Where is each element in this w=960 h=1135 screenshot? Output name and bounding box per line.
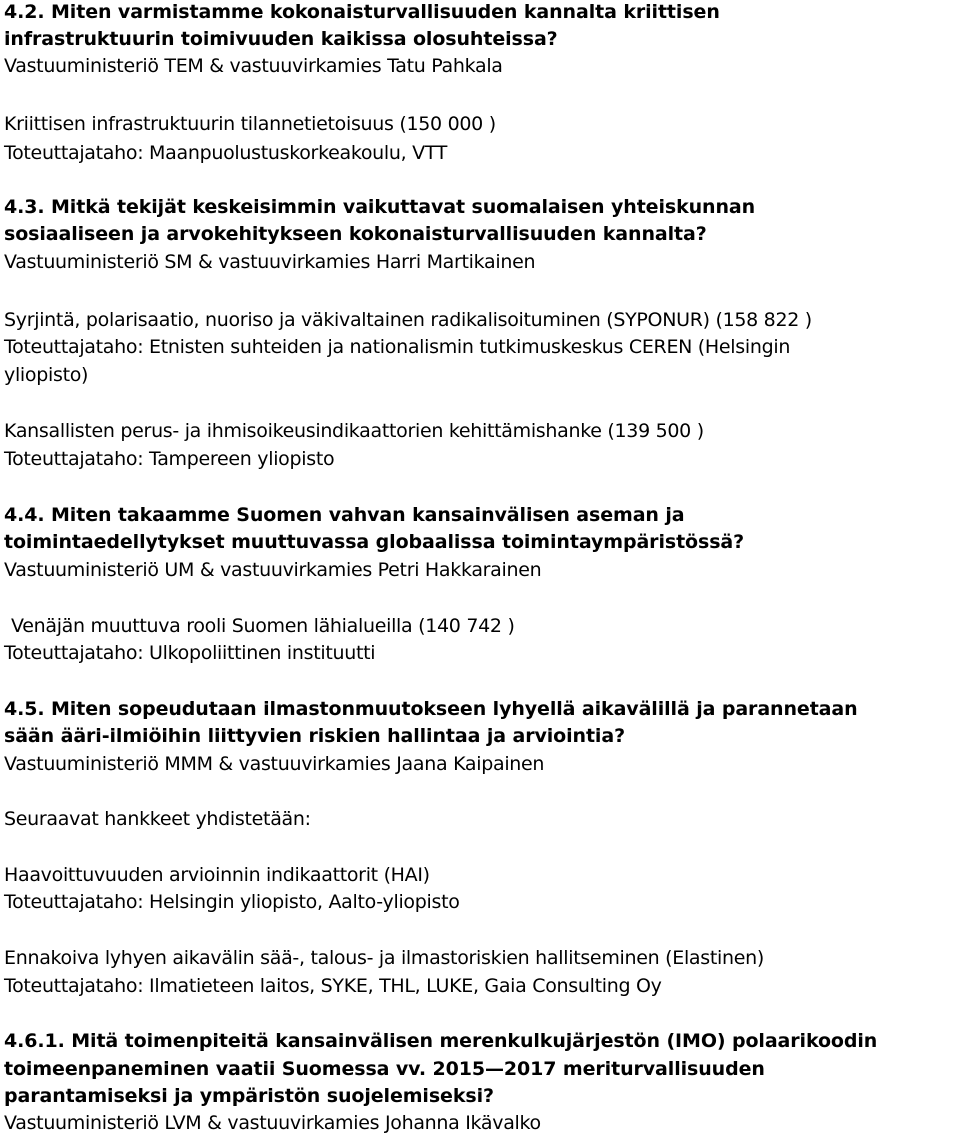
section-4-3-project-1-executor-cont: yliopisto) [4, 364, 89, 386]
section-4-5-note: Seuraavat hankkeet yhdistetään: [4, 808, 311, 830]
section-4-6-1-heading-line-3: parantamiseksi ja ympäristön suojelemiseksi? [4, 1085, 494, 1107]
section-4-3-ministry: Vastuuministeriö SM & vastuuvirkamies Harri Martikainen [4, 251, 536, 273]
section-4-3-heading-line-1: 4.3. Mitkä tekijät keskeisimmin vaikuttavat suomalaisen yhteiskunnan [4, 196, 756, 218]
section-4-5-project-2-title: Ennakoiva lyhyen aikavälin sää-, talous- ja ilmastoriskien hallitseminen (Elastinen) [4, 947, 764, 969]
section-4-4-project-1-executor: Toteuttajataho: Ulkopoliittinen instituutti [4, 642, 376, 664]
section-4-2-ministry: Vastuuministeriö TEM & vastuuvirkamies Tatu Pahkala [4, 55, 503, 77]
section-4-6-1-ministry: Vastuuministeriö LVM & vastuuvirkamies Johanna Ikävalko [4, 1112, 541, 1134]
section-4-2-project-1-title: Kriittisen infrastruktuurin tilannetietoisuus (150 000 ) [4, 113, 496, 135]
section-4-3-project-2-executor: Toteuttajataho: Tampereen yliopisto [4, 448, 335, 470]
section-4-3-project-1-executor: Toteuttajataho: Etnisten suhteiden ja nationalismin tutkimuskeskus CEREN (Helsingin [4, 336, 791, 358]
section-4-2-heading-line-2: infrastruktuurin toimivuuden kaikissa olosuhteissa? [4, 28, 558, 50]
section-4-2-heading-line-1: 4.2. Miten varmistamme kokonaisturvallisuuden kannalta kriittisen [4, 1, 720, 23]
section-4-5-ministry: Vastuuministeriö MMM & vastuuvirkamies Jaana Kaipainen [4, 753, 545, 775]
section-4-6-1-heading-line-2: toimeenpaneminen vaatii Suomessa vv. 2015—2017 meriturvallisuuden [4, 1058, 765, 1080]
section-4-5-project-1-executor: Toteuttajataho: Helsingin yliopisto, Aalto-yliopisto [4, 891, 460, 913]
section-4-4-heading-line-1: 4.4. Miten takaamme Suomen vahvan kansainvälisen aseman ja [4, 504, 685, 526]
section-4-3-project-1-title: Syrjintä, polarisaatio, nuoriso ja väkivaltainen radikalisoituminen (SYPONUR) (158 822 ) [4, 309, 812, 331]
section-4-5-heading-line-1: 4.5. Miten sopeudutaan ilmastonmuutokseen lyhyellä aikavälillä ja parannetaan [4, 698, 858, 720]
section-4-4-heading-line-2: toimintaedellytykset muuttuvassa globaalissa toimintaympäristössä? [4, 531, 745, 553]
section-4-5-project-2-executor: Toteuttajataho: Ilmatieteen laitos, SYKE, THL, LUKE, Gaia Consulting Oy [4, 975, 662, 997]
section-4-6-1-heading-line-1: 4.6.1. Mitä toimenpiteitä kansainvälisen merenkulkujärjestön (IMO) polaarikoodin [4, 1030, 878, 1052]
section-4-5-project-1-title: Haavoittuvuuden arvioinnin indikaattorit (HAI) [4, 864, 430, 886]
section-4-3-project-2-title: Kansallisten perus- ja ihmisoikeusindikaattorien kehittämishanke (139 500 ) [4, 420, 704, 442]
section-4-5-heading-line-2: sään ääri-ilmiöihin liittyvien riskien hallintaa ja arviointia? [4, 725, 625, 747]
section-4-3-heading-line-2: sosiaaliseen ja arvokehitykseen kokonaisturvallisuuden kannalta? [4, 223, 707, 245]
section-4-4-ministry: Vastuuministeriö UM & vastuuvirkamies Petri Hakkarainen [4, 559, 542, 581]
section-4-4-project-1-title: Venäjän muuttuva rooli Suomen lähialueilla (140 742 ) [11, 615, 515, 637]
section-4-2-project-1-executor: Toteuttajataho: Maanpuolustuskorkeakoulu, VTT [4, 142, 448, 164]
